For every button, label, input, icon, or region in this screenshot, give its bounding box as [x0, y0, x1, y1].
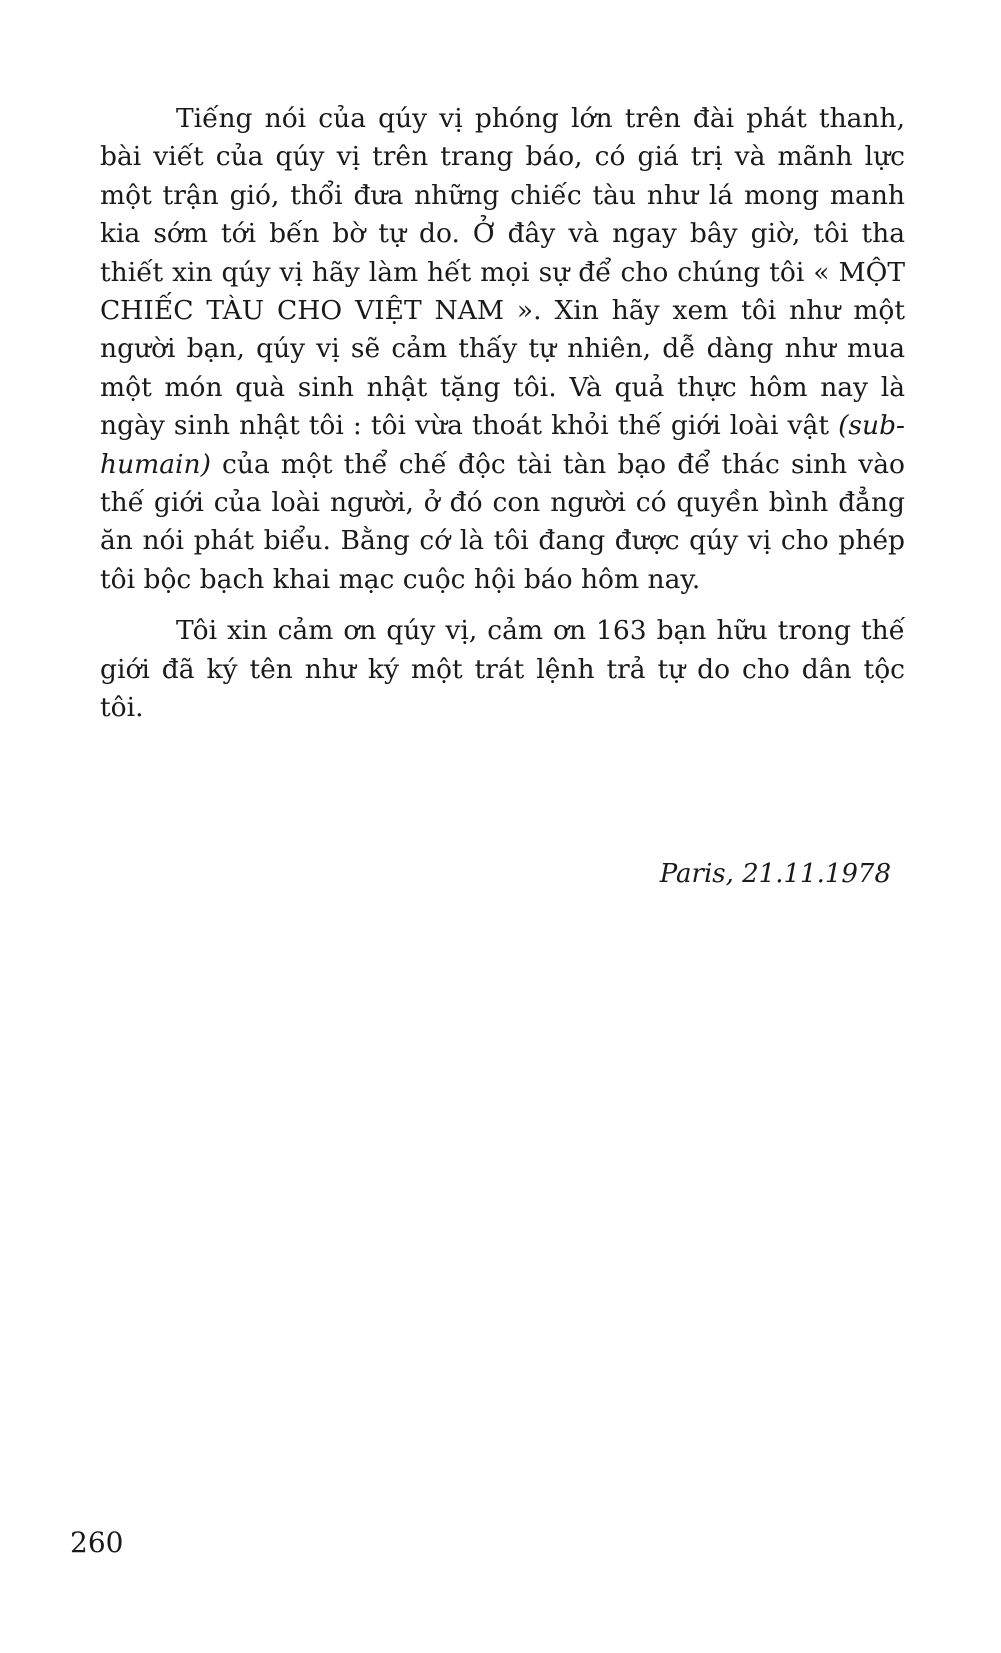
paragraph-2: [100, 612, 905, 727]
paragraph-2-text: Tôi xin cảm ơn qúy vị, cảm ơn 163 bạn hữu trong thế giới đã ký tên như ký một trát lệnh trả tự do cho dân tộc tôi.: [100, 615, 905, 724]
place-date-signature: Paris, 21.11.1978: [659, 859, 891, 889]
paragraph-1-italic-term: (sub-humain): [100, 410, 905, 480]
body-text: [100, 100, 905, 728]
paragraph-1-text-before: Tiếng nói của qúy vị phóng lớn trên đài phát thanh, bài viết của qúy vị trên trang báo, có giá trị và mãnh lực một trận gió, thổi đưa những chiếc tàu như lá mong manh kia sớm tới bến bờ tự do. Ở đây và ngay bây giờ, tôi tha thiết xin qúy vị hãy làm hết mọi sự để cho chúng tôi « MỘT CHIẾC TÀU CHO VIỆT NAM ». Xin hãy xem tôi như một người bạn, qúy vị sẽ cảm thấy tự nhiên, dễ dàng như mua một món quà sinh nhật tặng tôi. Và quả thực hôm nay là ngày sinh nhật tôi : tôi vừa thoát khỏi thế giới loài vật: [100, 103, 905, 442]
paragraph-1-text-after: của một thể chế độc tài tàn bạo để thác sinh vào thế giới của loài người, ở đó con người có quyền bình đẳng ăn nói phát biểu. Bằng cớ là tôi đang được qúy vị cho phép tôi bộc bạch khai mạc cuộc hội báo hôm nay.: [100, 448, 905, 595]
page-number: 260: [70, 1526, 124, 1559]
paragraph-1: [100, 100, 905, 599]
